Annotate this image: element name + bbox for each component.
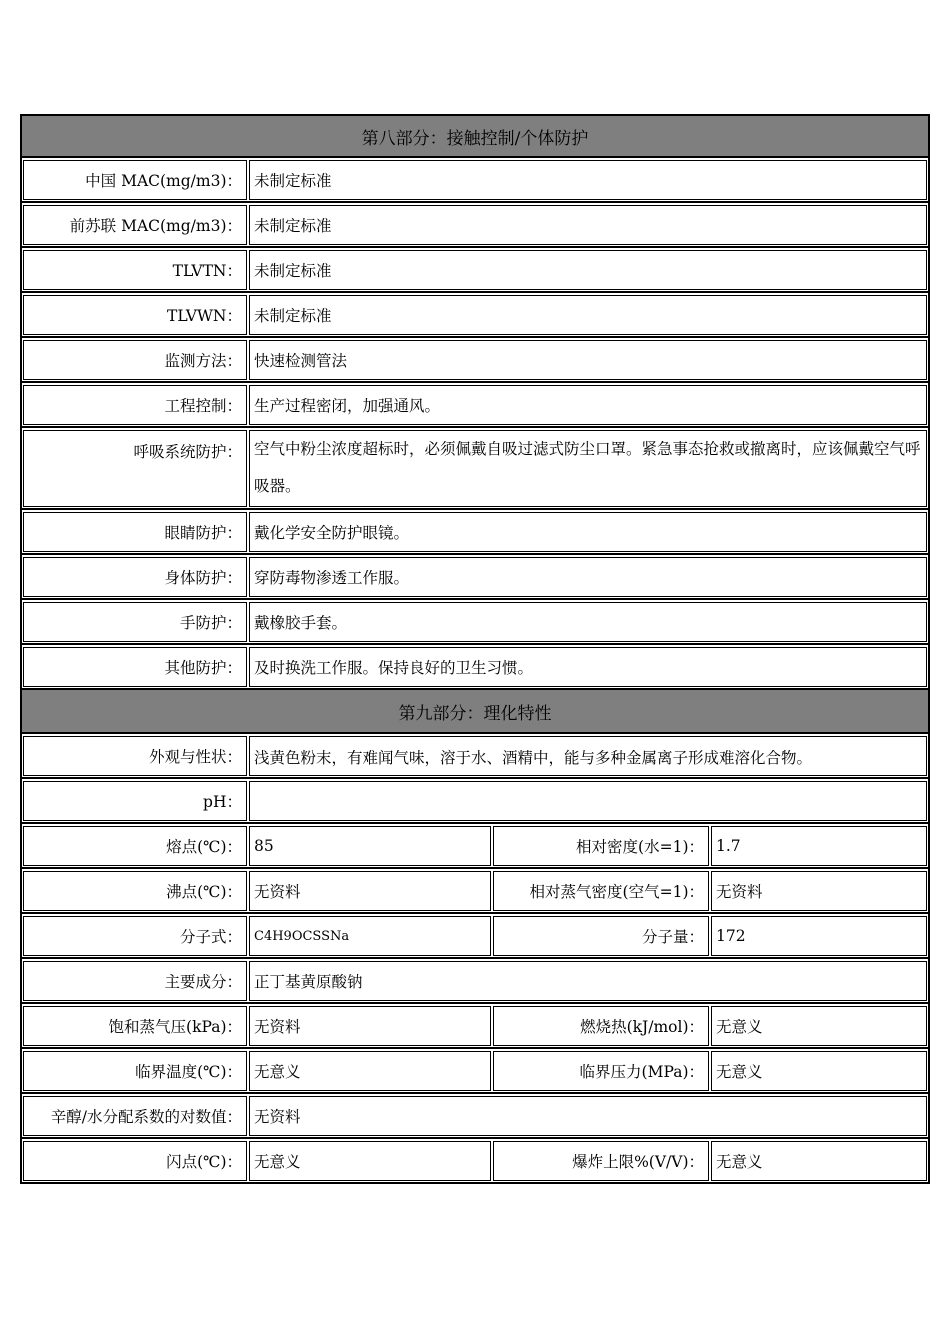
- table-row: [20, 914, 930, 959]
- table-row: [20, 869, 930, 914]
- table-row: [20, 1004, 930, 1049]
- field-value: 无意义: [711, 1006, 927, 1046]
- field-value: 无意义: [249, 1141, 491, 1181]
- field-value: 空气中粉尘浓度超标时，必须佩戴自吸过滤式防尘口罩。紧急事态抢救或撤离时，应该佩戴空气呼吸器。: [249, 430, 927, 507]
- table-row: [20, 600, 930, 645]
- table-row: [20, 645, 930, 690]
- field-label: TLVTN：: [23, 250, 247, 290]
- table-row: [20, 734, 930, 779]
- field-label: pH：: [23, 781, 247, 821]
- field-value: 无资料: [249, 1096, 927, 1136]
- field-label: 熔点(℃)：: [23, 826, 247, 866]
- field-value: 无意义: [711, 1051, 927, 1091]
- field-value: 未制定标准: [249, 250, 927, 290]
- section9-title: 第九部分：理化特性: [398, 703, 552, 724]
- field-label: 临界温度(℃)：: [23, 1051, 247, 1091]
- table-row: [20, 158, 930, 203]
- field-label: TLVWN：: [23, 295, 247, 335]
- field-label: 身体防护：: [23, 557, 247, 597]
- field-value: 快速检测管法: [249, 340, 927, 380]
- field-value: 及时换洗工作服。保持良好的卫生习惯。: [249, 647, 927, 687]
- field-label: 爆炸上限%(V/V)：: [493, 1141, 709, 1181]
- field-value: 穿防毒物渗透工作服。: [249, 557, 927, 597]
- field-label: 燃烧热(kJ/mol)：: [493, 1006, 709, 1046]
- field-value: 无资料: [249, 871, 491, 911]
- table-row: [20, 383, 930, 428]
- msds-sheet: [20, 114, 930, 1184]
- field-value: 正丁基黄原酸钠: [249, 961, 927, 1001]
- field-label: 闪点(℃)：: [23, 1141, 247, 1181]
- table-row: [20, 293, 930, 338]
- table-row: [20, 203, 930, 248]
- field-value: 戴化学安全防护眼镜。: [249, 512, 927, 552]
- field-value: 85: [249, 826, 491, 866]
- field-label: 分子式：: [23, 916, 247, 956]
- field-label: 手防护：: [23, 602, 247, 642]
- field-label: 外观与性状：: [23, 736, 247, 776]
- field-label: 辛醇/水分配系数的对数值：: [23, 1096, 247, 1136]
- field-label: 工程控制：: [23, 385, 247, 425]
- table-row: [20, 779, 930, 824]
- field-value: 未制定标准: [249, 205, 927, 245]
- field-value: 无资料: [711, 871, 927, 911]
- table-row: [20, 248, 930, 293]
- field-label: 呼吸系统防护：: [23, 430, 247, 507]
- field-value: C4H9OCSSNa: [249, 916, 491, 956]
- field-label: 相对蒸气密度(空气=1)：: [493, 871, 709, 911]
- field-value: 172: [711, 916, 927, 956]
- field-value: 无意义: [249, 1051, 491, 1091]
- table-row: [20, 555, 930, 600]
- section8-header: [20, 114, 930, 158]
- field-value: 戴橡胶手套。: [249, 602, 927, 642]
- field-label: 中国 MAC(mg/m3)：: [23, 160, 247, 200]
- field-value: 1.7: [711, 826, 927, 866]
- field-label: 临界压力(MPa)：: [493, 1051, 709, 1091]
- field-label: 眼睛防护：: [23, 512, 247, 552]
- table-row: [20, 1094, 930, 1139]
- field-label: 前苏联 MAC(mg/m3)：: [23, 205, 247, 245]
- field-value: 浅黄色粉末，有难闻气味，溶于水、酒精中，能与多种金属离子形成难溶化合物。: [249, 736, 927, 776]
- field-value: 生产过程密闭，加强通风。: [249, 385, 927, 425]
- field-label: 监测方法：: [23, 340, 247, 380]
- field-value: [249, 781, 927, 821]
- table-row: [20, 824, 930, 869]
- table-row: [20, 338, 930, 383]
- field-label: 饱和蒸气压(kPa)：: [23, 1006, 247, 1046]
- table-row: [20, 428, 930, 510]
- field-value: 无资料: [249, 1006, 491, 1046]
- field-value: 无意义: [711, 1141, 927, 1181]
- table-row: [20, 1049, 930, 1094]
- table-row: [20, 510, 930, 555]
- field-label: 主要成分：: [23, 961, 247, 1001]
- section8-title: 第八部分：接触控制/个体防护: [361, 128, 589, 149]
- table-row: [20, 1139, 930, 1184]
- field-label: 分子量：: [493, 916, 709, 956]
- field-value: 未制定标准: [249, 160, 927, 200]
- table-row: [20, 959, 930, 1004]
- field-label: 沸点(℃)：: [23, 871, 247, 911]
- field-value: 未制定标准: [249, 295, 927, 335]
- field-label: 相对密度(水=1)：: [493, 826, 709, 866]
- section9-header: [20, 690, 930, 734]
- field-label: 其他防护：: [23, 647, 247, 687]
